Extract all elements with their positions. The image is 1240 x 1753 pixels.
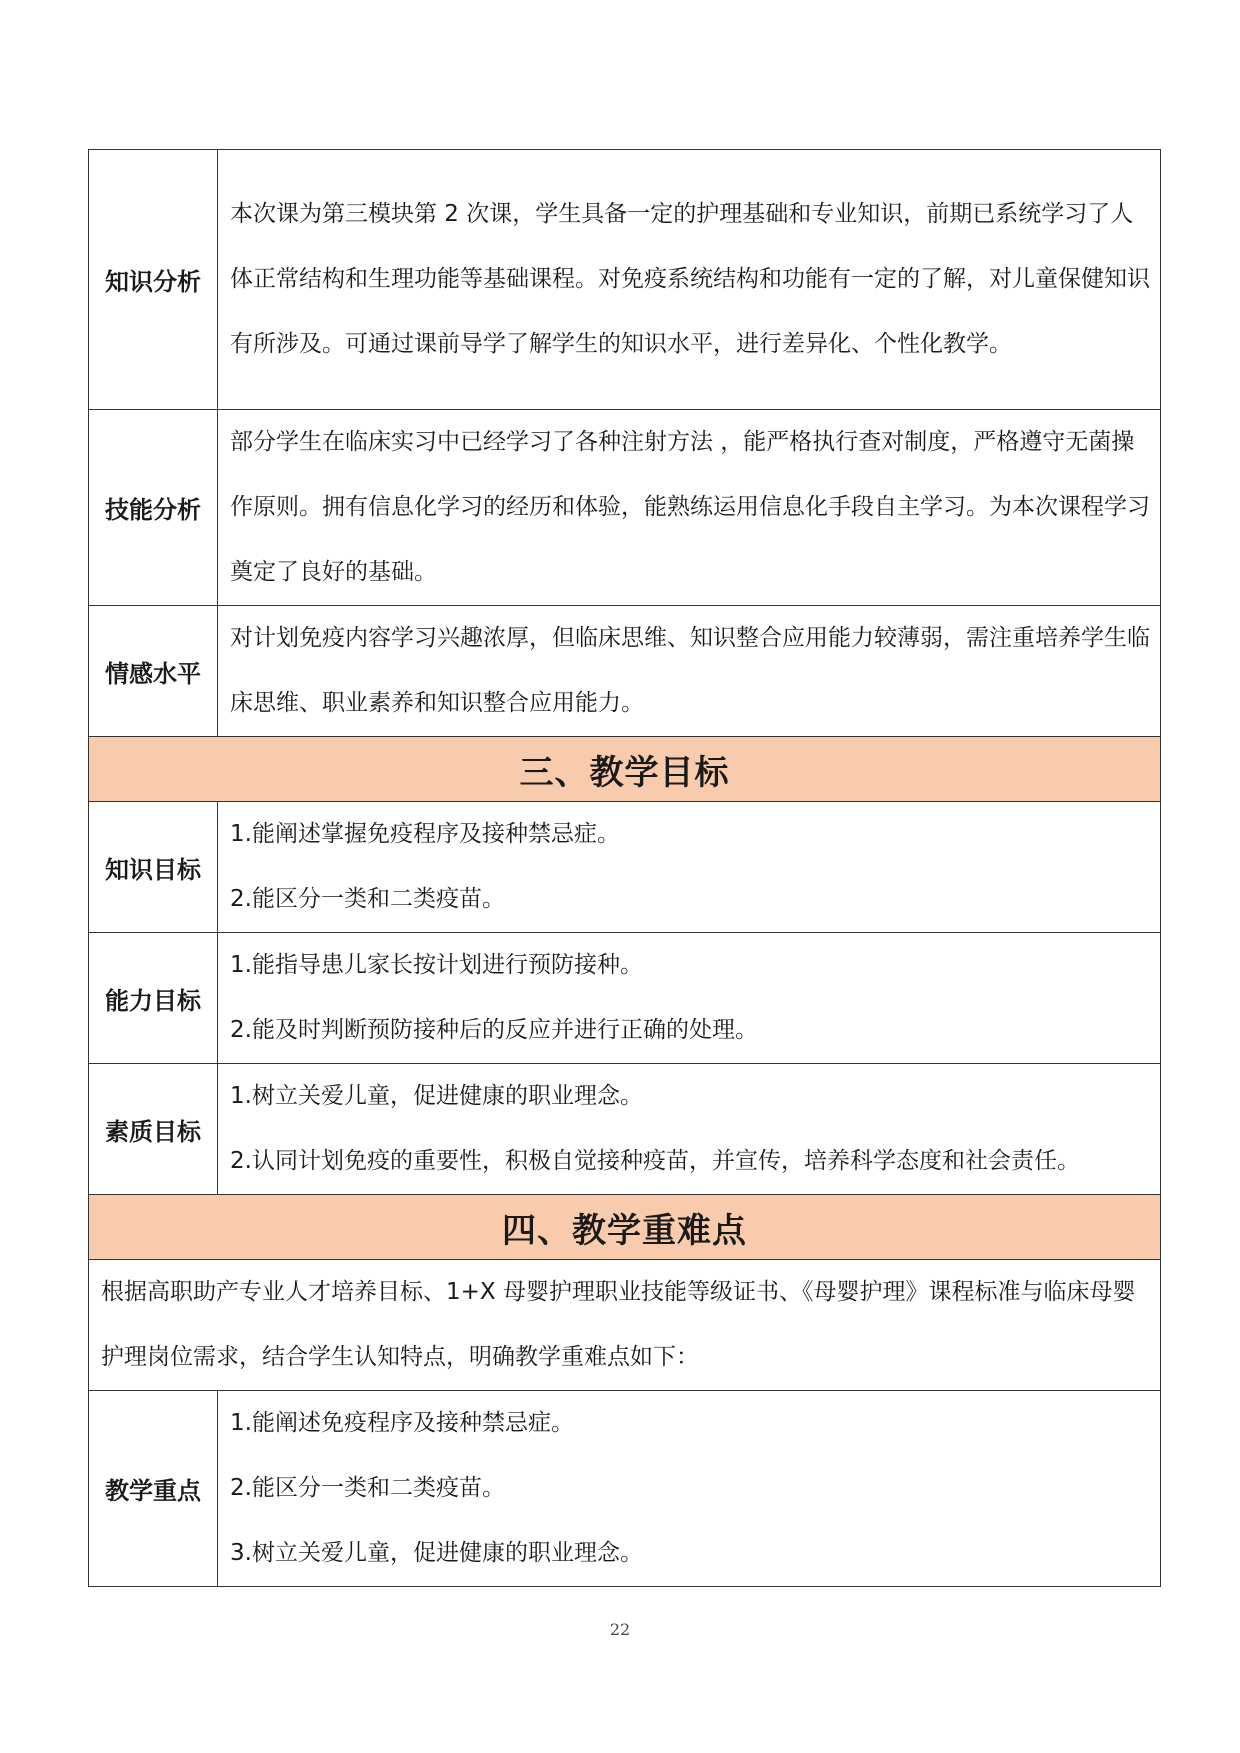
knowledge-analysis-text: 本次课为第三模块第 2 次课，学生具备一定的护理基础和专业知识，前期已系统学习了人体正常结构和生理功能等基础课程。对免疫系统结构和功能有一定的了解，对儿童保健知识有所涉及。可通过课前导学了解学生的知识水平，进行差异化、个性化教学。: [218, 150, 1161, 410]
emotion-level-text: 对计划免疫内容学习兴趣浓厚，但临床思维、知识整合应用能力较薄弱，需注重培养学生临床思维、职业素养和知识整合应用能力。: [218, 606, 1161, 737]
quality-goal-label: 素质目标: [89, 1064, 218, 1195]
skill-analysis-text: 部分学生在临床实习中已经学习了各种注射方法 ，能严格执行查对制度，严格遵守无菌操作原则。拥有信息化学习的经历和体验，能熟练运用信息化手段自主学习。为本次课程学习奠定了良好的基础。: [218, 410, 1161, 606]
quality-goal-item: 1.树立关爱儿童，促进健康的职业理念。: [230, 1083, 643, 1109]
ability-goal-content: [218, 933, 1161, 1064]
teaching-focus-content: [218, 1391, 1161, 1587]
ability-goal-item: 1.能指导患儿家长按计划进行预防接种。: [230, 952, 643, 978]
knowledge-goal-row: [89, 802, 1161, 933]
emotion-level-row: [89, 606, 1161, 737]
teaching-focus-item: 2.能区分一类和二类疫苗。: [230, 1475, 505, 1501]
ability-goal-row: [89, 933, 1161, 1064]
page-number: 22: [609, 1620, 631, 1639]
quality-goal-content: [218, 1064, 1161, 1195]
knowledge-analysis-row: [89, 150, 1161, 410]
key-points-intro-row: [89, 1260, 1161, 1391]
knowledge-goal-label: 知识目标: [89, 802, 218, 933]
quality-goal-row: [89, 1064, 1161, 1195]
section-teaching-goals-header: [89, 737, 1161, 802]
quality-goal-item: 2.认同计划免疫的重要性，积极自觉接种疫苗，并宣传，培养科学态度和社会责任。: [230, 1148, 1080, 1174]
ability-goal-label: 能力目标: [89, 933, 218, 1064]
emotion-level-label: 情感水平: [89, 606, 218, 737]
knowledge-goal-content: [218, 802, 1161, 933]
ability-goal-item: 2.能及时判断预防接种后的反应并进行正确的处理。: [230, 1017, 758, 1043]
key-points-intro-text: 根据高职助产专业人才培养目标、1+X 母婴护理职业技能等级证书、《母婴护理》课程标准与临床母婴护理岗位需求，结合学生认知特点，明确教学重难点如下：: [89, 1260, 1161, 1391]
teaching-focus-item: 1.能阐述免疫程序及接种禁忌症。: [230, 1410, 574, 1436]
teaching-focus-item: 3.树立关爱儿童，促进健康的职业理念。: [230, 1540, 643, 1566]
knowledge-goal-item: 1.能阐述掌握免疫程序及接种禁忌症。: [230, 821, 620, 847]
knowledge-goal-item: 2.能区分一类和二类疫苗。: [230, 886, 505, 912]
section-key-points-header: [89, 1195, 1161, 1260]
section-key-points-title: 四、教学重难点: [89, 1195, 1161, 1260]
skill-analysis-label: 技能分析: [89, 410, 218, 606]
lesson-plan-table: [88, 149, 1161, 1587]
skill-analysis-row: [89, 410, 1161, 606]
section-teaching-goals-title: 三、教学目标: [89, 737, 1161, 802]
knowledge-analysis-label: 知识分析: [89, 150, 218, 410]
teaching-focus-label: 教学重点: [89, 1391, 218, 1587]
teaching-focus-row: [89, 1391, 1161, 1587]
